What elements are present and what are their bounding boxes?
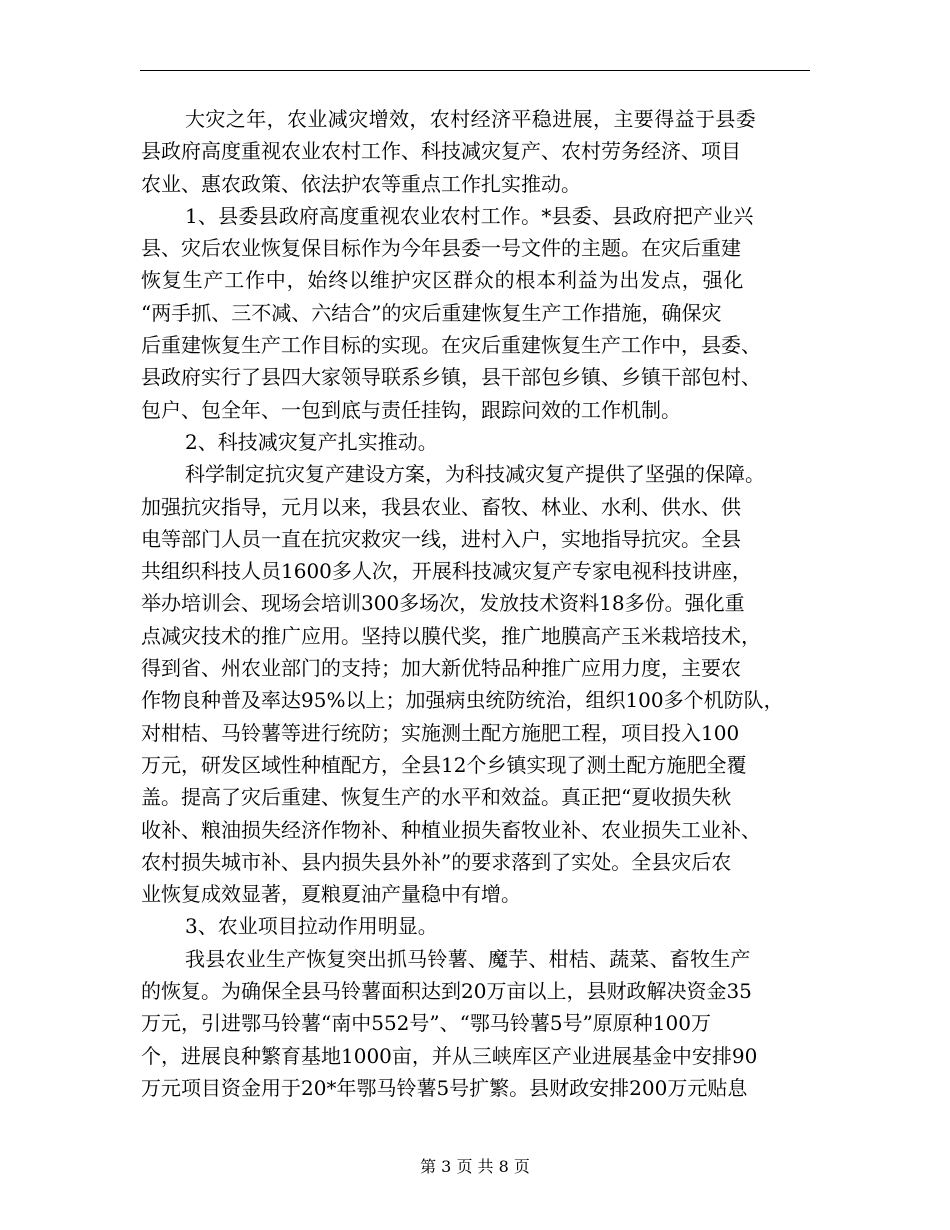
text-line: 农业、惠农政策、依法护农等重点工作扎实推动。 bbox=[141, 171, 581, 196]
text-line: 对柑桔、马铃薯等进行统防；实施测土配方施肥工程，项目投入100 bbox=[141, 720, 740, 745]
text-line: 万元，引进鄂马铃薯“南中552号”、“鄂马铃薯5号”原原种100万 bbox=[141, 1011, 711, 1036]
text-line: 科学制定抗灾复产建设方案，为科技减灾复产提供了坚强的保障。 bbox=[185, 462, 765, 487]
text-line: 1、县委县政府高度重视农业农村工作。*县委、县政府把产业兴 bbox=[185, 203, 754, 228]
text-line: 我县农业生产恢复突出抓马铃薯、魔芋、柑桔、蔬菜、畜牧生产 bbox=[185, 946, 751, 971]
text-line: 后重建恢复生产工作目标的实现。在灾后重建恢复生产工作中，县委、 bbox=[141, 333, 761, 358]
text-line: 作物良种普及率达95%以上；加强病虫统防统治，组织100多个机防队， bbox=[141, 688, 784, 713]
text-line: 2、科技减灾复产扎实推动。 bbox=[185, 429, 438, 454]
text-line: 加强抗灾指导，元月以来，我县农业、畜牧、林业、水利、供水、供 bbox=[141, 494, 741, 519]
text-line: 电等部门人员一直在抗灾救灾一线，进村入户，实地指导抗灾。全县 bbox=[141, 526, 741, 551]
page-footer: 第 3 页 共 8 页 bbox=[420, 1157, 530, 1176]
text-line: 业恢复成效显著，夏粮夏油产量稳中有增。 bbox=[141, 882, 521, 907]
text-line: 包户、包全年、一包到底与责任挂钩，跟踪问效的工作机制。 bbox=[141, 397, 681, 422]
text-line: 大灾之年，农业减灾增效，农村经济平稳进展，主要得益于县委 bbox=[185, 107, 757, 131]
text-line: 万元项目资金用于20*年鄂马铃薯5号扩繁。县财政安排200万元贴息 bbox=[141, 1075, 748, 1100]
text-line: 农村损失城市补、县内损失县外补”的要求落到了实处。全县灾后农 bbox=[141, 849, 732, 874]
text-line: 得到省、州农业部门的支持；加大新优特品种推广应用力度，主要农 bbox=[141, 656, 741, 681]
text-line: 3、农业项目拉动作用明显。 bbox=[185, 914, 438, 939]
text-line: 个，进展良种繁育基地1000亩，并从三峡库区产业进展基金中安排90 bbox=[141, 1043, 758, 1068]
document-body bbox=[141, 103, 811, 1104]
text-line: 盖。提高了灾后重建、恢复生产的水平和效益。真正把“夏收损失秋 bbox=[141, 785, 732, 810]
text-line: 收补、粮油损失经济作物补、种植业损失畜牧业补、农业损失工业补、 bbox=[141, 817, 761, 842]
text-line: 的恢复。为确保全县马铃薯面积达到20万亩以上，县财政解决资金35 bbox=[141, 979, 752, 1004]
text-line: 举办培训会、现场会培训300多场次，发放技术资料18多份。强化重 bbox=[141, 591, 745, 616]
text-line: 点减灾技术的推广应用。坚持以膜代奖，推广地膜高产玉米栽培技术， bbox=[141, 623, 761, 648]
text-line: 县、灾后农业恢复保目标作为今年县委一号文件的主题。在灾后重建 bbox=[141, 236, 741, 261]
text-line: 县政府实行了县四大家领导联系乡镇，县干部包乡镇、乡镇干部包村、 bbox=[141, 365, 761, 390]
text-line: 万元，研发区域性种植配方，全县12个乡镇实现了测土配方施肥全覆 bbox=[141, 752, 747, 777]
text-line: “两手抓、三不减、六结合”的灾后重建恢复生产工作措施，确保灾 bbox=[141, 300, 722, 325]
text-line: 共组织科技人员1600多人次，开展科技减灾复产专家电视科技讲座， bbox=[141, 559, 752, 584]
header-rule bbox=[140, 70, 810, 71]
text-line: 县政府高度重视农业农村工作、科技减灾复产、农村劳务经济、项目 bbox=[141, 139, 741, 164]
text-line: 恢复生产工作中，始终以维护灾区群众的根本利益为出发点，强化 bbox=[141, 268, 745, 293]
